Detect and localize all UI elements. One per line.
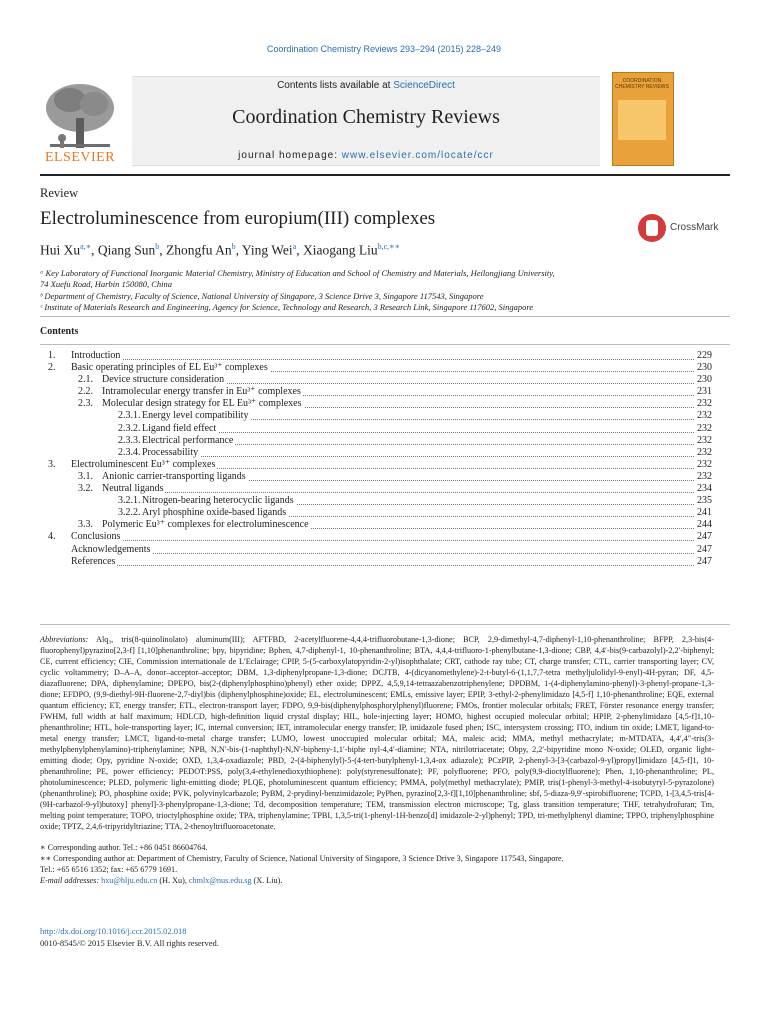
divider [40,316,730,317]
toc-title[interactable]: Molecular design strategy for EL Eu³⁺ complexes [102,398,302,410]
cover-graphic [618,100,666,140]
author-affil-mark[interactable]: b [155,242,160,251]
author-affil-mark[interactable]: a,∗ [80,242,92,251]
toc-page-number: 247 [694,544,712,556]
toc-page-number: 232 [694,459,712,471]
toc-entry[interactable] [40,471,712,483]
toc-entry[interactable] [40,531,712,543]
toc-number: 2.3.3. [118,434,141,446]
author-affil-mark[interactable]: b [231,242,236,251]
sciencedirect-link[interactable]: ScienceDirect [393,80,455,91]
crossmark-bookmark-icon [646,220,658,236]
toc-entry[interactable] [40,459,712,471]
divider [40,344,730,345]
toc-page-number: 247 [694,531,712,543]
toc-page-number: 229 [694,350,712,362]
toc-number: 3. [48,458,56,470]
corresponding-author-1: ∗ Corresponding author. Tel.: +86 0451 86604764. [40,843,208,852]
toc-page-number: 230 [694,362,712,374]
toc-title[interactable]: Nitrogen-bearing heterocyclic ligands [142,495,294,507]
journal-title: Coordination Chemistry Reviews [232,106,500,128]
author-affil-mark[interactable]: b,c,∗∗ [377,242,401,251]
homepage-link[interactable]: www.elsevier.com/locate/ccr [341,150,494,161]
affiliation-a: ᵃ Key Laboratory of Functional Inorganic Material Chemistry, Ministry of Education and School of Chemistry and Materials, Heilongjiang University, [40,268,555,278]
toc-number: 3.3. [78,519,93,531]
footnotes [40,842,730,886]
toc-title[interactable]: Energy level compatibility [142,410,249,422]
doi-link[interactable]: http://dx.doi.org/10.1016/j.ccr.2015.02.018 [40,926,187,936]
toc-page-number: 241 [694,507,712,519]
contact-phone: Tel.: +65 6516 1352; fax: +65 6779 1691. [40,865,178,874]
toc-page-number: 232 [694,410,712,422]
toc-number: 2.2. [78,386,93,398]
table-of-contents [40,350,712,568]
toc-page-number: 247 [694,556,712,568]
toc-number: 4. [48,531,56,543]
toc-title[interactable]: Introduction [71,350,121,361]
toc-number: 2.1. [78,374,93,386]
affiliation-a-cont: 74 Xuefu Road, Harbin 150080, China [40,279,172,289]
toc-entry[interactable] [40,423,712,435]
toc-entry[interactable] [40,410,712,422]
cover-title: COORDINATION CHEMISTRY REVIEWS [615,78,669,90]
affiliation-c: ᶜ Institute of Materials Research and Engineering, Agency for Science, Technology and Research, 3 Research Link, Singapore 117602, Singapore [40,302,534,312]
email-link[interactable]: hxu@hlju.edu.cn [101,876,158,885]
abbreviations-label: Abbreviations: [40,635,89,644]
abbreviations-text: Alq₃, tris(8-quinolinolato) aluminum(III); AFTFBD, 2-acetylfluorene-4,4,4-trifluorobutane-1,3-dione; BCP, 2,9-dimethyl-4,7-diphenyl-1,10-phenanthroline; BFPP, 2,3-bis(4-fluorophenyl)pyrazino[2,3-f] [1,10]phenanthroline; bpy, bipyridine; Bphen, 4,7-diphenyl-1, 10-phenanthroline; BTA, 4,4,4-trifluoro-1-phenylbutane-1,3-dione; CBP, 4,4′-bis(9-carbazolyl)-2,2′-biphenyl; CE, current efficiency; CIE, Commission internationale de L′Eclairage; CPIP, 5-(5-carboxylatopyridin-2-yl)isophthalate; CRT, cathode ray tube; CT, charge transfer; CTL, carrier transporting layer; CV, cyclic voltammetry; D–A–A, donor–acceptor–acceptor; DBM, 1,3-diphenylpropane-1,3-dione; DCJTB, 4-(dicyanomethylene)-2-t-butyl-6-(1,1,7,7-tetra methyljulolidyl-9-enyl)-4H-pyran; DF, 4,5-diazafluorene; DPA, diphenylamine; DPEPO, bis(2-(diphenylphosphino)phenyl) ether oxide; DPPZ, 4,5,9,14-tetraazabenzotriphenylene; DPDBM, 1-(4-diphenylamino-phenyl)-3-phenyl-propane-1,3-dione; EFDPO, (9,9-diethyl-9H-fluorene-2,7-diyl)bis (diphenylphosphine)oxide; EL, electroluminescent; EMLs, emissive layer; EPIP, 3-ethyl-2-phenylimidazo [4,5-f] 1,10-phenanthroline; EQE, external quantum efficiency; ET, energy transfer; ETL, electron-transport layer; FDPO, 9,9-bis(diphenylphosphorylphenyl)fluorene; FMOs, frontier molecular orbitals; FRET, Förster resonance energy transfer; FWHM, full width at half maximum; HDLCD, high-definition liquid crystal display; HIL, hole-injecting layer; HOMO, highest occupied molecular orbital; HPIP, 2-phenylimidazo [4,5-f]1,10-phenanthroline; HTL, hole-transporting layer; IC, internal conversion; IET, intramolecular energy transfer; IP, imidazole fused phen; ISC, intersystem crossing; ITO, indium tin oxide; LMET, ligand-to-metal energy transfer; LMCT, ligand-to-metal charge transfer; LUMO, lowest unoccupied molecular orbital; MA, maleic acid; MMA, methyl methacrylate; m-MTDATA, 4,4′,4″-tris(3-methylphenylphenylamino)-triphenylamine; NPB, N,N′-bis-(1-naphthyl)-N,N′-bipheny-1,1′-biphe nyl-4,4′-diamine; NTA, nitrilotriacetate; Obpy, 2,2′-bipyridine mono N-oxide; OLED, organic light-emitting diode; Opy, pyridine N-oxide; OXD, 1,3,4-oxadiazole; PBD, 2-(4-biphenylyl)-5-(4-tert-butylphenyl-1,3,4-ox adiazole); PCzPIP, 2-phenyl-3-[3-(carbazol-9-yl)propyl]imidazo [4,5-f]1, 10-phenanthroline; PE, power efficiency; PEDOT:PSS, poly(3,4-ethylenedioxythiophene): poly(styrenesulfonate); PF, polyfluorene; PFO, poly(9,9-dioctylfluorene); Phen, 1,10-phenanthroline; PL, photoluminescence; PLED, polymeric light-emitting diode; PLQE, photoluminescent quantum efficiency; PMMA, poly(methyl methacrylate); PMIP, tris(1-phenyl-3-methyl-4-isobutyryl-5-pyrazolone)(phenanthroline); PO, phosphine oxide; PVK, polyvinylcarbazole; PyBM, 2-prydinyl-benzimidazole; PyPhen, pyrazino[2,3-f][1,10]phenanthroline; sbf, 5-diaza-9,9′-spirobifluorene; TCPD, 1-[3,4,5-tris[4-(9H-carbazol-9-yl)butoxy] phenyl]-3-phenylpropane-1,3-dione; Td, decomposition temperature; TEM, transmission electron microscope; Tg, glass transition temperature; THF, tetrahydrofuran; Tm, melting point temperature; TOPO, trioctylphosphine oxide; TPA, triphenylamine; TPBI, 1,3,5-tri(1-phenyl-1H-benzo[d] imidazole-2-yl)phenyl; TPD, tri-methylphenyl diamine; TPPO, triphenylphosphine oxide; TPTZ, 2,4,6-tripyridyltriazine; TTA, 2-thenoyltrifluoroacetonate. [40,635,714,831]
toc-number: 3.2.2. [118,507,141,519]
toc-number: 3.1. [78,470,93,482]
divider [40,624,730,625]
header-divider [40,174,730,176]
toc-leader-dots [71,544,712,554]
author-name: Hui Xu [40,242,81,258]
toc-entry[interactable] [40,544,712,556]
affiliation-b: ᵇ Department of Chemistry, Faculty of Science, National University of Singapore, 3 Science Drive 3, Singapore 117543, Singapore [40,291,484,301]
toc-entry[interactable] [40,483,712,495]
toc-entry[interactable] [40,556,712,568]
journal-citation-link[interactable]: Coordination Chemistry Reviews 293–294 (2015) 228–249 [266,44,502,54]
email-link[interactable]: chmlx@nus.edu.sg [188,876,252,885]
crossmark-label[interactable]: CrossMark [670,222,719,233]
toc-entry[interactable] [40,362,712,374]
author-name: Zhongfu An [166,242,232,258]
toc-entry[interactable] [40,507,712,519]
article-section: Review [40,186,79,200]
toc-title[interactable]: Device structure consideration [102,374,225,386]
journal-homepage: journal homepage: www.elsevier.com/locate/ccr [238,150,494,161]
toc-leader-dots [142,423,712,433]
corresponding-author-2: ∗∗ Corresponding author at: Department of Chemistry, Faculty of Science, National University of Singapore, 3 Science Drive 3, Singapore 117543, Singapore. [40,854,564,863]
toc-number: 3.2. [78,483,93,495]
email-addresses: E-mail addresses: hxu@hlju.edu.cn (H. Xu), chmlx@nus.edu.sg (X. Liu). [40,876,283,885]
toc-entry[interactable] [40,374,712,386]
abbreviations [40,634,714,832]
toc-title[interactable]: Acknowledgements [71,543,151,555]
toc-title[interactable]: Conclusions [71,531,121,543]
toc-leader-dots [71,531,712,541]
toc-entry[interactable] [40,350,712,362]
toc-entry[interactable] [40,386,712,398]
toc-page-number: 244 [694,519,712,531]
copyright: 0010-8545/© 2015 Elsevier B.V. All rights reserved. [40,938,219,948]
toc-number: 2.3.2. [118,422,141,434]
toc-title[interactable]: Processability [142,446,199,458]
toc-title[interactable]: Basic operating principles of EL Eu³⁺ complexes [71,362,268,374]
toc-entry[interactable] [40,398,712,410]
toc-page-number: 232 [694,471,712,483]
author-name: Qiang Sun [97,242,156,258]
toc-page-number: 230 [694,374,712,386]
toc-entry[interactable] [40,519,712,531]
toc-title[interactable]: Ligand field effect [142,422,217,434]
toc-title[interactable]: Electrical performance [142,434,234,446]
author-list: Hui $Xu^{a,∗}$, Qiang Sun$^b$, Zhongfu An$^b$, Ying Wei$^a$, Xiaogang Liu$^{b,c,∗∗}$ [40,242,401,258]
toc-page-number: 232 [694,423,712,435]
toc-title[interactable]: Neutral ligands [102,483,164,495]
toc-title[interactable]: Electroluminescent Eu³⁺ complexes [71,458,216,470]
publisher-name: ELSEVIER [44,150,116,165]
toc-number: 2.3.1. [118,410,141,422]
toc-page-number: 235 [694,495,712,507]
toc-leader-dots [71,556,712,566]
toc-title[interactable]: Intramolecular energy transfer in Eu³⁺ complexes [102,386,301,398]
toc-number: 3.2.1. [118,495,141,507]
toc-entry[interactable] [40,435,712,447]
toc-leader-dots [71,350,712,360]
article-title: Electroluminescence from europium(III) complexes [40,208,436,229]
toc-number: 1. [48,350,56,361]
toc-title[interactable]: References [71,555,116,567]
author-name: Ying Wei [241,242,293,258]
contents-heading: Contents [40,326,79,337]
toc-title[interactable]: Aryl phosphine oxide-based ligands [142,507,287,519]
toc-entry[interactable] [40,447,712,459]
author-affil-mark[interactable]: a [292,242,297,251]
toc-title[interactable]: Polymeric Eu³⁺ complexes for electroluminescence [102,519,309,531]
toc-page-number: 234 [694,483,712,495]
toc-entry[interactable] [40,495,712,507]
toc-page-number: 232 [694,435,712,447]
toc-page-number: 232 [694,447,712,459]
toc-leader-dots [142,447,712,457]
contents-available: Contents lists available at ScienceDirect [277,80,455,91]
toc-title[interactable]: Anionic carrier-transporting ligands [102,470,246,482]
toc-number: 2. [48,362,56,374]
author-name: Xiaogang Liu [302,242,378,258]
toc-number: 2.3.4. [118,446,141,458]
toc-page-number: 232 [694,398,712,410]
toc-leader-dots [102,483,712,493]
toc-page-number: 231 [694,386,712,398]
toc-number: 2.3. [78,398,93,410]
